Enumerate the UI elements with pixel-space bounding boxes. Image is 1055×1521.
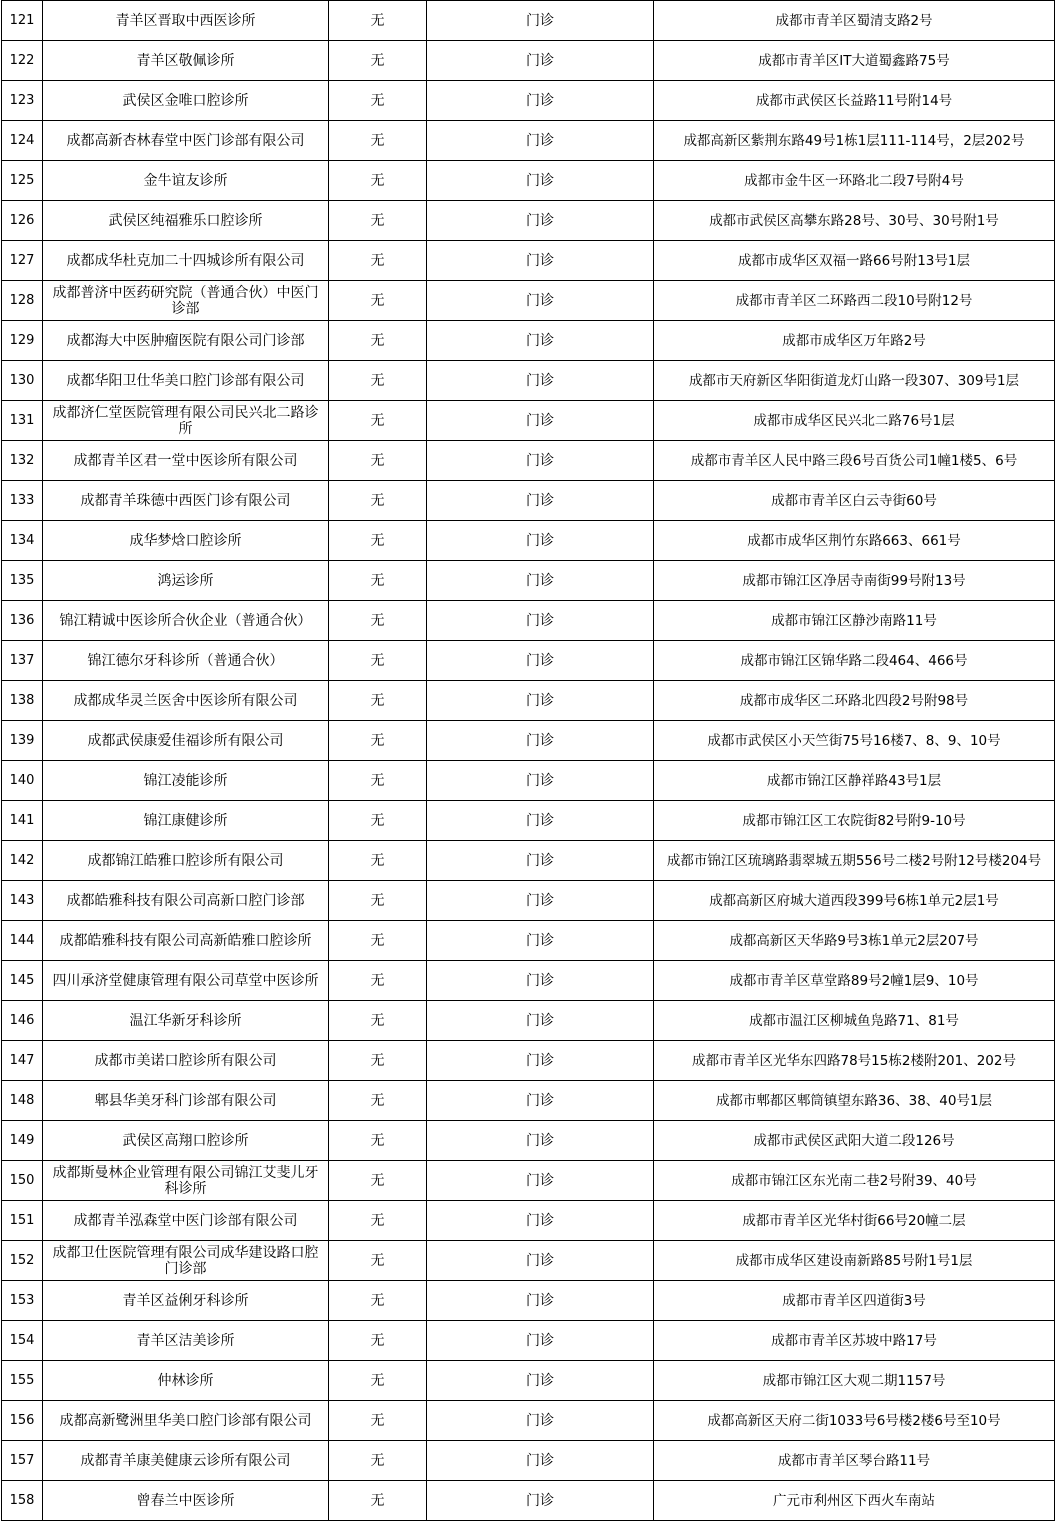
row-number-cell: 137 (2, 641, 43, 681)
type-cell: 门诊 (427, 361, 654, 401)
address-cell: 成都市武侯区小天竺街75号16楼7、8、9、10号 (654, 721, 1055, 761)
address-cell: 成都市锦江区锦华路二段464、466号 (654, 641, 1055, 681)
address-cell: 成都市锦江区大观二期1157号 (654, 1361, 1055, 1401)
table-row (2, 1441, 1055, 1481)
type-cell: 门诊 (427, 241, 654, 281)
table-row (2, 241, 1055, 281)
branch-cell: 无 (329, 441, 427, 481)
type-cell: 门诊 (427, 121, 654, 161)
type-cell: 门诊 (427, 1401, 654, 1441)
type-cell: 门诊 (427, 1161, 654, 1201)
institution-name-cell: 成都皓雅科技有限公司高新口腔门诊部 (43, 881, 329, 921)
institution-name-cell: 鸿运诊所 (43, 561, 329, 601)
branch-cell: 无 (329, 841, 427, 881)
branch-cell: 无 (329, 1441, 427, 1481)
institution-name-cell: 锦江凌能诊所 (43, 761, 329, 801)
table-row (2, 1121, 1055, 1161)
table-row (2, 841, 1055, 881)
address-cell: 成都市成华区建设南新路85号附1号1层 (654, 1241, 1055, 1281)
branch-cell: 无 (329, 521, 427, 561)
address-cell: 成都市武侯区高攀东路28号、30号、30号附1号 (654, 201, 1055, 241)
address-cell: 成都市成华区万年路2号 (654, 321, 1055, 361)
branch-cell: 无 (329, 1, 427, 41)
row-number-cell: 132 (2, 441, 43, 481)
address-cell: 成都市青羊区光华东四路78号15栋2楼附201、202号 (654, 1041, 1055, 1081)
type-cell: 门诊 (427, 161, 654, 201)
branch-cell: 无 (329, 681, 427, 721)
type-cell: 门诊 (427, 521, 654, 561)
type-cell: 门诊 (427, 1, 654, 41)
row-number-cell: 138 (2, 681, 43, 721)
branch-cell: 无 (329, 281, 427, 321)
table-row (2, 561, 1055, 601)
row-number-cell: 124 (2, 121, 43, 161)
table-row (2, 1001, 1055, 1041)
row-number-cell: 152 (2, 1241, 43, 1281)
type-cell: 门诊 (427, 201, 654, 241)
table-row (2, 681, 1055, 721)
address-cell: 成都市锦江区静祥路43号1层 (654, 761, 1055, 801)
row-number-cell: 135 (2, 561, 43, 601)
row-number-cell: 142 (2, 841, 43, 881)
row-number-cell: 145 (2, 961, 43, 1001)
row-number-cell: 147 (2, 1041, 43, 1081)
branch-cell: 无 (329, 761, 427, 801)
institution-name-cell: 成都高新鹭洲里华美口腔门诊部有限公司 (43, 1401, 329, 1441)
branch-cell: 无 (329, 881, 427, 921)
branch-cell: 无 (329, 41, 427, 81)
institution-name-cell: 成都锦江皓雅口腔诊所有限公司 (43, 841, 329, 881)
type-cell: 门诊 (427, 841, 654, 881)
address-cell: 成都市金牛区一环路北二段7号附4号 (654, 161, 1055, 201)
address-cell: 广元市利州区下西火车南站 (654, 1481, 1055, 1521)
institution-name-cell: 成都市美诺口腔诊所有限公司 (43, 1041, 329, 1081)
table-row (2, 1401, 1055, 1441)
address-cell: 成都市成华区双福一路66号附13号1层 (654, 241, 1055, 281)
table-row (2, 1241, 1055, 1281)
table-row (2, 1481, 1055, 1521)
address-cell: 成都市青羊区蜀清支路2号 (654, 1, 1055, 41)
branch-cell: 无 (329, 1241, 427, 1281)
institution-name-cell: 金牛谊友诊所 (43, 161, 329, 201)
row-number-cell: 148 (2, 1081, 43, 1121)
address-cell: 成都高新区天府二街1033号6号楼2楼6号至10号 (654, 1401, 1055, 1441)
institution-name-cell: 成都武侯康爱佳福诊所有限公司 (43, 721, 329, 761)
branch-cell: 无 (329, 1281, 427, 1321)
type-cell: 门诊 (427, 481, 654, 521)
type-cell: 门诊 (427, 441, 654, 481)
row-number-cell: 125 (2, 161, 43, 201)
row-number-cell: 155 (2, 1361, 43, 1401)
branch-cell: 无 (329, 1201, 427, 1241)
institution-name-cell: 曾春兰中医诊所 (43, 1481, 329, 1521)
address-cell: 成都市青羊区四道街3号 (654, 1281, 1055, 1321)
institution-name-cell: 青羊区洁美诊所 (43, 1321, 329, 1361)
row-number-cell: 139 (2, 721, 43, 761)
type-cell: 门诊 (427, 1241, 654, 1281)
table-row (2, 441, 1055, 481)
address-cell: 成都市郫都区郫筒镇望东路36、38、40号1层 (654, 1081, 1055, 1121)
branch-cell: 无 (329, 961, 427, 1001)
row-number-cell: 129 (2, 321, 43, 361)
type-cell: 门诊 (427, 721, 654, 761)
table-row (2, 321, 1055, 361)
branch-cell: 无 (329, 801, 427, 841)
table-row (2, 521, 1055, 561)
institution-name-cell: 郫县华美牙科门诊部有限公司 (43, 1081, 329, 1121)
institution-name-cell: 成都成华灵兰医舍中医诊所有限公司 (43, 681, 329, 721)
institution-name-cell: 武侯区金唯口腔诊所 (43, 81, 329, 121)
institution-name-cell: 温江华新牙科诊所 (43, 1001, 329, 1041)
row-number-cell: 136 (2, 601, 43, 641)
type-cell: 门诊 (427, 1201, 654, 1241)
branch-cell: 无 (329, 201, 427, 241)
institution-name-cell: 成华梦焓口腔诊所 (43, 521, 329, 561)
branch-cell: 无 (329, 601, 427, 641)
institution-name-cell: 成都青羊泓森堂中医门诊部有限公司 (43, 1201, 329, 1241)
branch-cell: 无 (329, 321, 427, 361)
table-row (2, 161, 1055, 201)
row-number-cell: 126 (2, 201, 43, 241)
type-cell: 门诊 (427, 281, 654, 321)
address-cell: 成都市青羊区琴台路11号 (654, 1441, 1055, 1481)
address-cell: 成都市锦江区静沙南路11号 (654, 601, 1055, 641)
institution-name-cell: 成都青羊珠德中西医门诊有限公司 (43, 481, 329, 521)
branch-cell: 无 (329, 1321, 427, 1361)
type-cell: 门诊 (427, 1121, 654, 1161)
type-cell: 门诊 (427, 601, 654, 641)
branch-cell: 无 (329, 81, 427, 121)
institution-name-cell: 锦江精诚中医诊所合伙企业（普通合伙） (43, 601, 329, 641)
institution-name-cell: 武侯区纯福雅乐口腔诊所 (43, 201, 329, 241)
address-cell: 成都市成华区二环路北四段2号附98号 (654, 681, 1055, 721)
address-cell: 成都高新区天华路9号3栋1单元2层207号 (654, 921, 1055, 961)
address-cell: 成都市武侯区长益路11号附14号 (654, 81, 1055, 121)
row-number-cell: 143 (2, 881, 43, 921)
type-cell: 门诊 (427, 921, 654, 961)
type-cell: 门诊 (427, 1081, 654, 1121)
type-cell: 门诊 (427, 761, 654, 801)
address-cell: 成都市青羊区光华村街66号20幢二层 (654, 1201, 1055, 1241)
branch-cell: 无 (329, 1121, 427, 1161)
table-row (2, 81, 1055, 121)
table-row (2, 361, 1055, 401)
type-cell: 门诊 (427, 561, 654, 601)
institution-name-cell: 仲林诊所 (43, 1361, 329, 1401)
branch-cell: 无 (329, 1041, 427, 1081)
address-cell: 成都市青羊区苏坡中路17号 (654, 1321, 1055, 1361)
row-number-cell: 151 (2, 1201, 43, 1241)
type-cell: 门诊 (427, 41, 654, 81)
row-number-cell: 150 (2, 1161, 43, 1201)
row-number-cell: 146 (2, 1001, 43, 1041)
address-cell: 成都高新区紫荆东路49号1栋1层111-114号，2层202号 (654, 121, 1055, 161)
type-cell: 门诊 (427, 1441, 654, 1481)
institution-name-cell: 成都海大中医肿瘤医院有限公司门诊部 (43, 321, 329, 361)
address-cell: 成都市天府新区华阳街道龙灯山路一段307、309号1层 (654, 361, 1055, 401)
row-number-cell: 127 (2, 241, 43, 281)
row-number-cell: 122 (2, 41, 43, 81)
row-number-cell: 158 (2, 1481, 43, 1521)
institution-name-cell: 四川承济堂健康管理有限公司草堂中医诊所 (43, 961, 329, 1001)
address-cell: 成都市武侯区武阳大道二段126号 (654, 1121, 1055, 1161)
branch-cell: 无 (329, 401, 427, 441)
institution-name-cell: 成都普济中医药研究院（普通合伙）中医门诊部 (43, 281, 329, 321)
institution-name-cell: 成都济仁堂医院管理有限公司民兴北二路诊所 (43, 401, 329, 441)
table-row (2, 1161, 1055, 1201)
row-number-cell: 121 (2, 1, 43, 41)
address-cell: 成都市青羊区IT大道蜀鑫路75号 (654, 41, 1055, 81)
row-number-cell: 133 (2, 481, 43, 521)
institution-name-cell: 成都高新杏林春堂中医门诊部有限公司 (43, 121, 329, 161)
type-cell: 门诊 (427, 401, 654, 441)
institution-name-cell: 成都青羊区君一堂中医诊所有限公司 (43, 441, 329, 481)
row-number-cell: 131 (2, 401, 43, 441)
institution-name-cell: 成都华阳卫仕华美口腔门诊部有限公司 (43, 361, 329, 401)
address-cell: 成都市青羊区草堂路89号2幢1层9、10号 (654, 961, 1055, 1001)
branch-cell: 无 (329, 1081, 427, 1121)
type-cell: 门诊 (427, 1281, 654, 1321)
type-cell: 门诊 (427, 1361, 654, 1401)
type-cell: 门诊 (427, 321, 654, 361)
address-cell: 成都市锦江区净居寺南街99号附13号 (654, 561, 1055, 601)
branch-cell: 无 (329, 561, 427, 601)
branch-cell: 无 (329, 1161, 427, 1201)
row-number-cell: 140 (2, 761, 43, 801)
branch-cell: 无 (329, 241, 427, 281)
institution-name-cell: 青羊区益俐牙科诊所 (43, 1281, 329, 1321)
address-cell: 成都市锦江区东光南二巷2号附39、40号 (654, 1161, 1055, 1201)
table-row (2, 1, 1055, 41)
branch-cell: 无 (329, 1001, 427, 1041)
type-cell: 门诊 (427, 1321, 654, 1361)
institution-name-cell: 青羊区敬佩诊所 (43, 41, 329, 81)
branch-cell: 无 (329, 721, 427, 761)
institution-name-cell: 青羊区晋取中西医诊所 (43, 1, 329, 41)
clinic-table-body (2, 1, 1055, 1521)
row-number-cell: 128 (2, 281, 43, 321)
address-cell: 成都市锦江区琉璃路翡翠城五期556号二楼2号附12号楼204号 (654, 841, 1055, 881)
row-number-cell: 134 (2, 521, 43, 561)
branch-cell: 无 (329, 1401, 427, 1441)
row-number-cell: 153 (2, 1281, 43, 1321)
institution-name-cell: 锦江康健诊所 (43, 801, 329, 841)
table-row (2, 201, 1055, 241)
branch-cell: 无 (329, 1481, 427, 1521)
address-cell: 成都市青羊区二环路西二段10号附12号 (654, 281, 1055, 321)
address-cell: 成都市青羊区白云寺街60号 (654, 481, 1055, 521)
address-cell: 成都高新区府城大道西段399号6栋1单元2层1号 (654, 881, 1055, 921)
institution-name-cell: 成都卫仕医院管理有限公司成华建设路口腔门诊部 (43, 1241, 329, 1281)
type-cell: 门诊 (427, 681, 654, 721)
table-row (2, 1321, 1055, 1361)
table-row (2, 401, 1055, 441)
table-row (2, 961, 1055, 1001)
address-cell: 成都市青羊区人民中路三段6号百货公司1幢1楼5、6号 (654, 441, 1055, 481)
address-cell: 成都市成华区民兴北二路76号1层 (654, 401, 1055, 441)
institution-name-cell: 成都青羊康美健康云诊所有限公司 (43, 1441, 329, 1481)
address-cell: 成都市温江区柳城鱼凫路71、81号 (654, 1001, 1055, 1041)
table-row (2, 1281, 1055, 1321)
table-row (2, 121, 1055, 161)
branch-cell: 无 (329, 481, 427, 521)
table-row (2, 1201, 1055, 1241)
table-row (2, 601, 1055, 641)
row-number-cell: 130 (2, 361, 43, 401)
branch-cell: 无 (329, 1361, 427, 1401)
address-cell: 成都市成华区荆竹东路663、661号 (654, 521, 1055, 561)
table-row (2, 761, 1055, 801)
row-number-cell: 154 (2, 1321, 43, 1361)
table-row (2, 281, 1055, 321)
institution-name-cell: 武侯区高翔口腔诊所 (43, 1121, 329, 1161)
row-number-cell: 141 (2, 801, 43, 841)
branch-cell: 无 (329, 121, 427, 161)
branch-cell: 无 (329, 161, 427, 201)
type-cell: 门诊 (427, 641, 654, 681)
branch-cell: 无 (329, 641, 427, 681)
table-row (2, 1041, 1055, 1081)
table-row (2, 1361, 1055, 1401)
branch-cell: 无 (329, 361, 427, 401)
table-row (2, 721, 1055, 761)
type-cell: 门诊 (427, 1481, 654, 1521)
table-row (2, 881, 1055, 921)
type-cell: 门诊 (427, 1041, 654, 1081)
type-cell: 门诊 (427, 961, 654, 1001)
type-cell: 门诊 (427, 881, 654, 921)
row-number-cell: 144 (2, 921, 43, 961)
row-number-cell: 149 (2, 1121, 43, 1161)
institution-name-cell: 锦江德尔牙科诊所（普通合伙） (43, 641, 329, 681)
table-row (2, 921, 1055, 961)
type-cell: 门诊 (427, 1001, 654, 1041)
institution-name-cell: 成都成华杜克加二十四城诊所有限公司 (43, 241, 329, 281)
type-cell: 门诊 (427, 81, 654, 121)
row-number-cell: 123 (2, 81, 43, 121)
table-row (2, 801, 1055, 841)
table-row (2, 481, 1055, 521)
clinic-table (1, 0, 1055, 1521)
branch-cell: 无 (329, 921, 427, 961)
row-number-cell: 157 (2, 1441, 43, 1481)
row-number-cell: 156 (2, 1401, 43, 1441)
table-row (2, 41, 1055, 81)
institution-name-cell: 成都皓雅科技有限公司高新皓雅口腔诊所 (43, 921, 329, 961)
table-row (2, 641, 1055, 681)
type-cell: 门诊 (427, 801, 654, 841)
table-row (2, 1081, 1055, 1121)
institution-name-cell: 成都斯曼林企业管理有限公司锦江艾斐儿牙科诊所 (43, 1161, 329, 1201)
address-cell: 成都市锦江区工农院街82号附9-10号 (654, 801, 1055, 841)
